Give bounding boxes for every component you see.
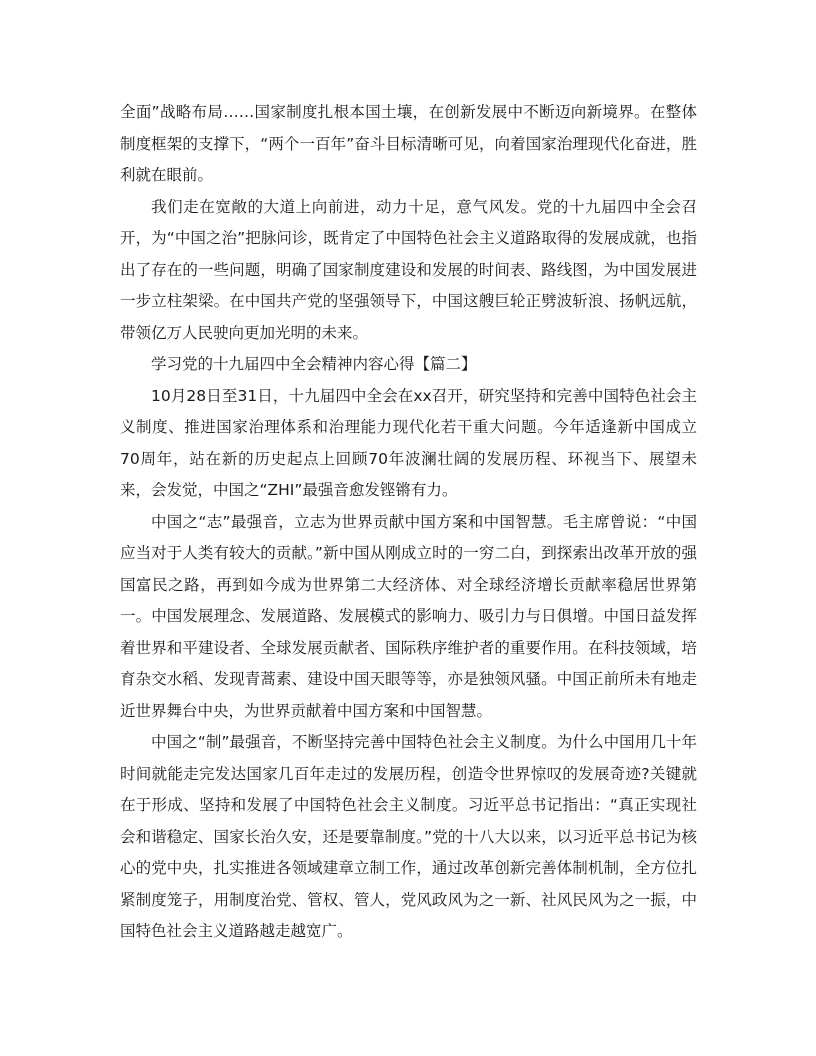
paragraph: 中国之“志”最强音，立志为世界贡献中国方案和中国智慧。毛主席曾说：“中国应当对于人类有较大的贡献。”新中国从刚成立时的一穷二白，到探索出改革开放的强国富民之路，再到如今成为世界第二大经济体、对全球经济增长贡献率稳居世界第一。中国发展理念、发展道路、发展模式的影响力、吸引力与日俱增。中国日益发挥着世界和平建设者、全球发展贡献者、国际秩序维护者的重要作用。在科技领域，培育杂交水稻、发现青蒿素、建设中国天眼等等，亦是独领风骚。中国正前所未有地走近世界舞台中央，为世界贡献着中国方案和中国智慧。	[120, 512, 697, 720]
paragraph: 10月28日至31日，十九届四中全会在xx召开，研究坚持和完善中国特色社会主义制度、推进国家治理体系和治理能力现代化若干重大问题。今年适逢新中国成立70周年，站在新的历史起点上回顾70年波澜壮阔的发展历程、环视当下、展望未来，会发觉，中国之“ZHI”最强音愈发铿锵有力。	[120, 386, 697, 499]
paragraph-continued: 全面”战略布局……国家制度扎根本国土壤，在创新发展中不断迈向新境界。在整体制度框架的支撑下，“两个一百年”奋斗目标清晰可见，向着国家治理现代化奋进，胜利就在眼前。	[120, 103, 697, 184]
paragraph: 我们走在宽敞的大道上向前进，动力十足，意气风发。党的十九届四中全会召开，为“中国之治”把脉问诊，既肯定了中国特色社会主义道路取得的发展成就，也指出了存在的一些问题，明确了国家制度建设和发展的时间表、路线图，为中国发展进一步立柱架梁。在中国共产党的坚强领导下，中国这艘巨轮正劈波斩浪、扬帆远航，带领亿万人民驶向更加光明的未来。	[120, 197, 697, 342]
paragraph: 中国之“制”最强音，不断坚持完善中国特色社会主义制度。为什么中国用几十年时间就能走完发达国家几百年走过的发展历程，创造令世界惊叹的发展奇迹?关键就在于形成、坚持和发展了中国特色社会主义制度。习近平总书记指出：“真正实现社会和谐稳定、国家长治久安，还是要靠制度。”党的十八大以来，以习近平总书记为核心的党中央，扎实推进各领域建章立制工作，通过改革创新完善体制机制，全方位扎紧制度笼子，用制度治党、管权、管人，党风政风为之一新、社风民风为之一振，中国特色社会主义道路越走越宽广。	[120, 733, 697, 940]
section-heading: 学习党的十九届四中全会精神内容心得【篇二】	[151, 355, 477, 373]
document-body	[120, 97, 697, 948]
